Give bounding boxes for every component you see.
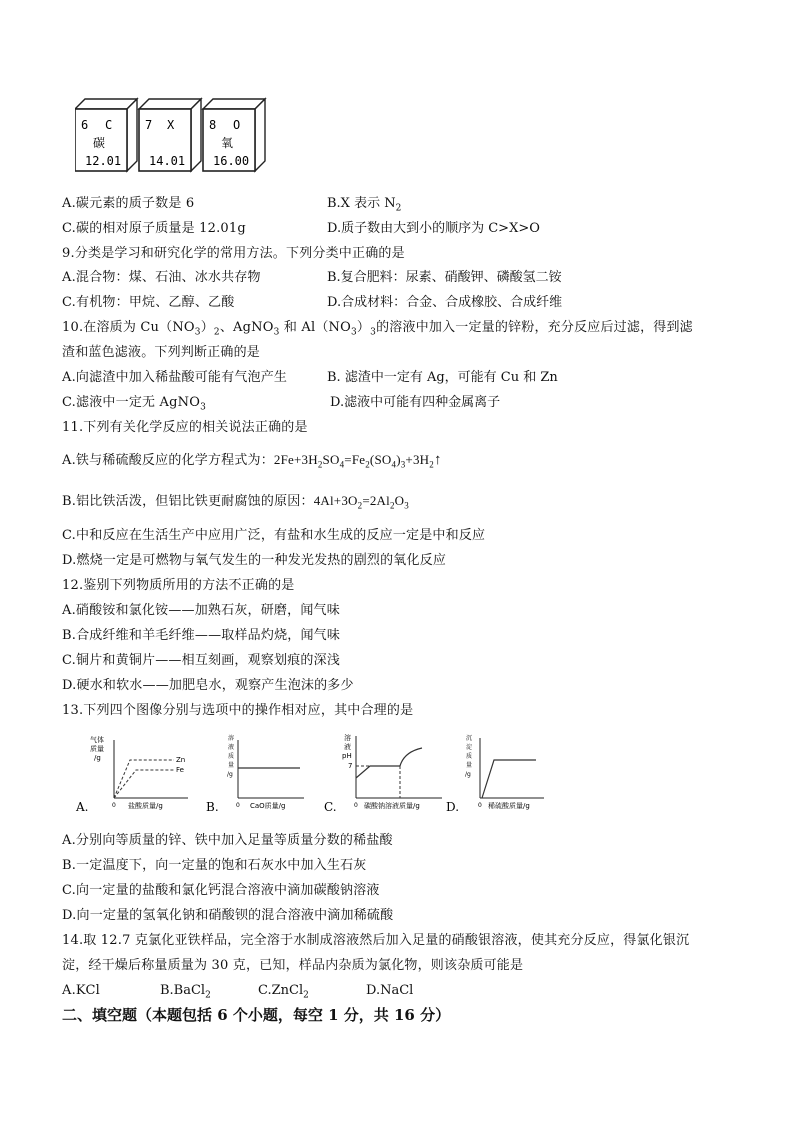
element-card-oxygen <box>203 99 265 171</box>
q11-stem: 11.下列有关化学反应的相关说法正确的是 <box>62 420 308 435</box>
q12-option-d: D.硬水和软水——加肥皂水，观察产生泡沫的多少 <box>62 678 354 693</box>
q12-option-b: B.合成纤维和羊毛纤维——取样品灼烧，闻气味 <box>62 628 341 643</box>
graph-d-letter: D. <box>446 800 460 814</box>
q13-stem: 13.下列四个图像分别与选项中的操作相对应，其中合理的是 <box>62 703 414 718</box>
q10-stem-sub: 3 <box>194 327 201 338</box>
q14-option-b-text: B.BaCl <box>160 983 206 998</box>
q8-option-a: A.碳元素的质子数是 6 <box>62 196 195 211</box>
card-number: 6 <box>81 118 89 132</box>
card-symbol: C <box>105 118 113 132</box>
q8-option-d: D.质子数由大到小的顺序为 C>X>O <box>327 221 540 236</box>
card-symbol: O <box>233 118 241 132</box>
eq-sub: 3 <box>404 500 409 511</box>
eq-part: =Fe <box>344 452 366 467</box>
graph-d-origin: 0 <box>478 802 482 809</box>
q9-stem: 9.分类是学习和研究化学的常用方法。下列分类中正确的是 <box>62 246 405 261</box>
q8-option-b-text: B.X 表示 N <box>327 196 396 211</box>
q10-option-c <box>62 394 206 417</box>
q10-stem-line2: 渣和蓝色滤液。下列判断正确的是 <box>62 345 261 360</box>
q12-option-a: A.硝酸铵和氯化铵——加熟石灰，研磨，闻气味 <box>62 603 340 618</box>
graph-c-letter: C. <box>324 800 337 814</box>
eq-sub: 2 <box>389 500 395 511</box>
eq-part: =2Al <box>362 493 390 508</box>
graph-c-line <box>356 766 400 778</box>
q10-stem-part: 10.在溶质为 Cu（NO <box>62 320 195 335</box>
q10-stem-part: ） <box>356 320 371 335</box>
eq-sub: 2 <box>365 459 370 470</box>
graph-d-xlabel: 稀硫酸质量/g <box>488 802 530 810</box>
graph-d-line <box>482 760 536 798</box>
q11-option-c: C.中和反应在生活生产中应用广泛，有盐和水生成的反应一定是中和反应 <box>62 528 486 543</box>
graph-a <box>75 735 188 814</box>
q10-stem-part: 、AgNO <box>219 320 274 335</box>
q10-option-b: B. 滤渣中一定有 Ag，可能有 Cu 和 Zn <box>327 370 558 385</box>
card-number: 8 <box>209 118 217 132</box>
graph-a-line-zn <box>114 760 174 798</box>
q12-stem: 12.鉴别下列物质所用的方法不正确的是 <box>62 578 295 593</box>
q11-option-b-text: B.铝比铁活泼，但铝比铁更耐腐蚀的原因： <box>62 494 314 509</box>
q14-option-b-sub: 2 <box>205 990 211 1001</box>
q10-option-c-text: C.滤液中一定无 AgNO <box>62 395 201 410</box>
card-mass: 14.01 <box>149 154 186 168</box>
eq-sub: 4 <box>391 459 397 470</box>
q14-option-c <box>258 982 309 1005</box>
q10-stem-sub: 3 <box>273 327 280 338</box>
q8-option-b-sub: 2 <box>395 203 402 214</box>
graph-b-letter: B. <box>206 800 219 814</box>
graph-a-label-fe: Fe <box>176 766 184 774</box>
q10-stem-part: 和 Al（NO <box>279 320 351 335</box>
graph-d-ylabel-line: /g <box>465 771 471 778</box>
q10-stem <box>62 319 693 342</box>
q13-option-d: D.向一定量的氢氧化钠和硝酸钡的混合溶液中滴加稀硫酸 <box>62 908 394 923</box>
q10-option-c-sub: 3 <box>200 402 207 413</box>
q9-option-d: D.合成材料：合金、合成橡胶、合成纤维 <box>327 295 563 310</box>
q8-option-b <box>327 195 401 218</box>
graph-d-ylabel-line: 淀 <box>466 744 473 751</box>
eq-part: 2Fe+3H <box>273 452 318 467</box>
graph-a-ylabel-line: 质量 <box>90 745 104 753</box>
q13-option-c: C.向一定量的盐酸和氯化钙混合溶液中滴加碳酸钠溶液 <box>62 883 380 898</box>
q9-option-b: B.复合肥料：尿素、硝酸钾、磷酸氢二铵 <box>327 270 562 285</box>
graph-d-ylabel-line: 质 <box>466 753 473 760</box>
q9-option-c: C.有机物：甲烷、乙醇、乙酸 <box>62 295 235 310</box>
graph-c-ylabel-line: 溶 <box>344 734 351 742</box>
q14-stem: 14.取 12.7 克氯化亚铁样品，完全溶于水制成溶液然后加入足量的硝酸银溶液，使其充分反应，得氯化银沉 <box>62 933 690 948</box>
eq-sub: 3 <box>400 459 406 470</box>
graph-c <box>324 733 442 814</box>
graph-a-letter: A. <box>76 800 89 814</box>
q11-option-b <box>62 492 409 515</box>
graph-b-ylabel-line: 液 <box>228 744 235 751</box>
eq-part: +3H <box>405 452 430 467</box>
q11-option-a <box>62 451 442 474</box>
card-mass: 12.01 <box>85 154 122 168</box>
eq-part: (SO <box>369 452 392 467</box>
up-arrow-icon: ↑ <box>433 452 442 468</box>
q11-option-b-equation <box>313 493 409 511</box>
graph-a-ylabel-line: /g <box>94 754 101 762</box>
eq-sub: 4 <box>339 459 345 470</box>
q10-stem-part: 的溶液中加入一定量的锌粉，充分反应后过滤，得到滤 <box>376 320 693 335</box>
graph-d-ylabel-line: 量 <box>466 762 473 769</box>
q10-stem-sub: 3 <box>350 327 357 338</box>
eq-sub: 2 <box>357 500 363 511</box>
graph-c-ylabel-line: pH <box>342 752 352 760</box>
graph-b <box>206 734 304 814</box>
q11-option-d: D.燃烧一定是可燃物与氧气发生的一种发光发热的剧烈的氧化反应 <box>62 553 447 568</box>
graph-b-ylabel-line: 溶 <box>228 735 235 742</box>
q13-option-b: B.一定温度下，向一定量的饱和石灰水中加入生石灰 <box>62 858 367 873</box>
graph-c-origin: 0 <box>354 802 358 809</box>
q9-option-a: A.混合物：煤、石油、冰水共存物 <box>62 270 261 285</box>
eq-sub: 2 <box>429 459 434 470</box>
graph-b-ylabel-line: /g <box>227 771 233 778</box>
q14-option-c-text: C.ZnCl <box>258 983 304 998</box>
q11-option-a-text: A.铁与稀硫酸反应的化学方程式为： <box>62 453 274 468</box>
q14-stem-line2: 淀，经干燥后称量质量为 30 克，已知，样品内杂质为氯化物，则该杂质可能是 <box>62 958 524 973</box>
q13-option-a: A.分别向等质量的锌、铁中加入足量等质量分数的稀盐酸 <box>62 833 393 848</box>
graph-d <box>446 734 544 814</box>
eq-sub: 2 <box>317 459 323 470</box>
eq-part: 4Al+3O <box>313 493 358 508</box>
q14-option-d: D.NaCl <box>366 983 414 998</box>
graph-c-tick-7: 7 <box>348 762 353 770</box>
q10-stem-sub: 3 <box>370 327 377 338</box>
graph-b-xlabel: CaO质量/g <box>250 802 286 810</box>
eq-part: SO <box>322 452 340 467</box>
card-name: 氧 <box>221 136 234 150</box>
card-symbol: X <box>167 118 175 132</box>
q10-option-a: A.向滤渣中加入稀盐酸可能有气泡产生 <box>62 370 288 385</box>
q14-option-a: A.KCl <box>62 983 100 998</box>
graph-b-ylabel-line: 质 <box>228 753 235 760</box>
graph-b-origin: 0 <box>236 802 240 809</box>
graph-a-origin: 0 <box>112 802 116 809</box>
element-cards-figure <box>75 97 275 175</box>
q10-stem-part: ） <box>200 320 214 335</box>
graph-c-xlabel: 碳酸钠溶液质量/g <box>364 802 420 810</box>
graph-c-curve <box>400 748 422 766</box>
eq-part: ) <box>396 452 401 467</box>
q10-option-d: D.滤液中可能有四种金属离子 <box>330 395 501 410</box>
card-mass: 16.00 <box>213 154 250 168</box>
card-name: 碳 <box>93 136 106 150</box>
element-card-x <box>139 99 201 171</box>
graph-a-line-fe <box>114 770 174 798</box>
graph-a-xlabel: 盐酸质量/g <box>128 802 163 810</box>
graph-d-ylabel-line: 沉 <box>466 735 473 742</box>
q14-option-c-sub: 2 <box>303 990 309 1001</box>
eq-part: O <box>394 493 405 508</box>
q13-graphs-figure <box>70 730 550 820</box>
graph-a-ylabel-line: 气体 <box>90 736 104 744</box>
graph-c-ylabel-line: 液 <box>344 743 351 751</box>
q11-option-a-equation <box>273 452 442 470</box>
section-heading: 二、填空题（本题包括 6 个小题，每空 1 分，共 16 分） <box>62 1006 451 1024</box>
q10-stem-sub: 2 <box>213 327 220 338</box>
card-number: 7 <box>145 118 153 132</box>
graph-a-label-zn: Zn <box>176 756 186 764</box>
element-card-carbon <box>75 99 137 171</box>
q14-option-b <box>160 982 211 1005</box>
q12-option-c: C.铜片和黄铜片——相互刻画，观察划痕的深浅 <box>62 653 341 668</box>
graph-b-ylabel-line: 量 <box>228 762 235 769</box>
q8-option-c: C.碳的相对原子质量是 12.01g <box>62 221 246 236</box>
